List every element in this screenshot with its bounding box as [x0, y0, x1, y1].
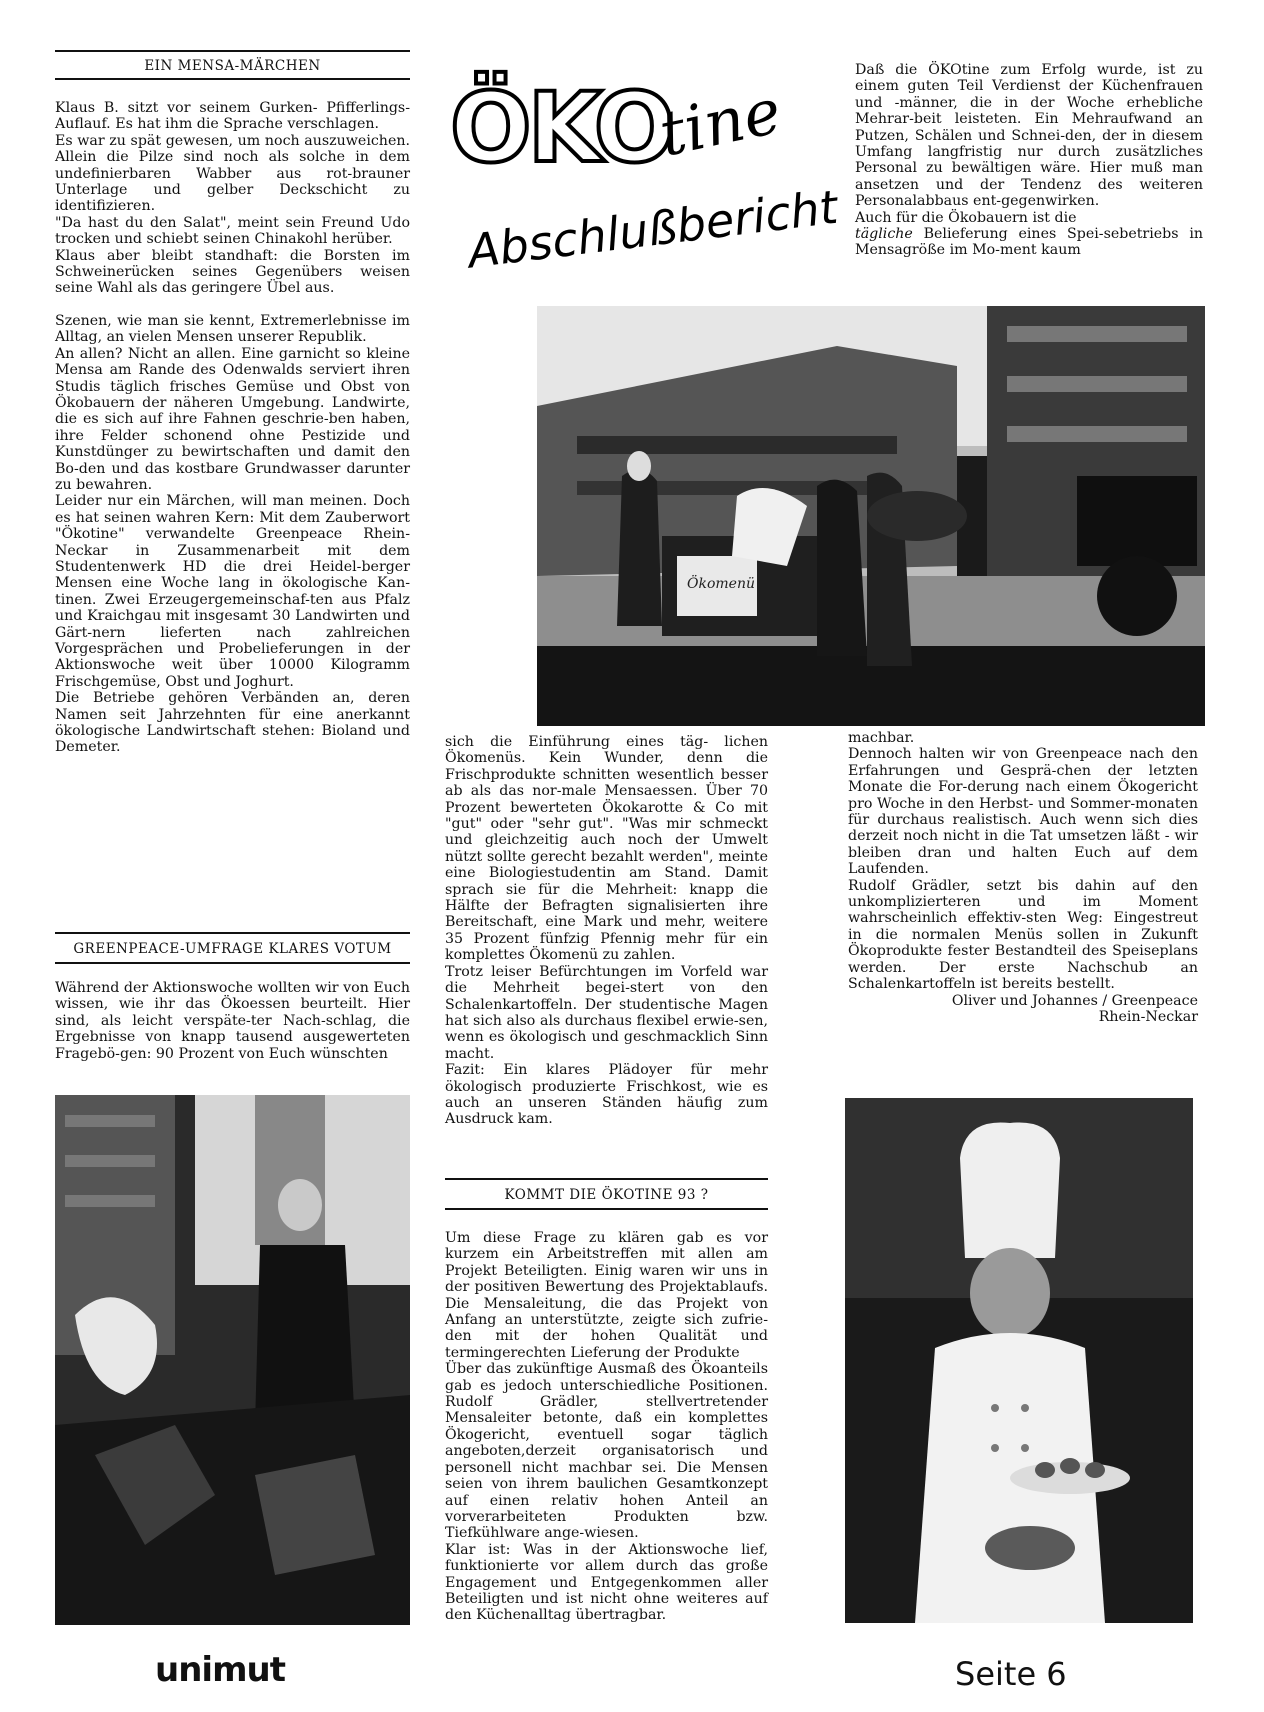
- handwritten-title-abschlussbericht: Abschlußbericht: [465, 179, 841, 279]
- signature-authors: Oliver und Johannes / Greenpeace: [951, 992, 1198, 1009]
- headline-oekotine-93: KOMMT DIE ÖKOTINE 93 ?: [504, 1187, 709, 1203]
- story-paragraph: Leider nur ein Märchen, will man meinen. Doch es hat seinen wahren Kern: Mit dem Zauberwort "Ökotine" verwandelte Greenpeace Rhein-Neckar in Zusammenarbeit mit dem Studentenwerk HD die drei Heidel-berger Mensen eine Woche lang in ökologische Kan-tinen. Zwei Erzeugergemeinschaf-ten aus Pfalz und Kraichgau mit insgesamt 30 Landwirten und Gärt-nern lieferten nach zahlreichen Vorgesprächen und Probelieferungen in der Aktionswoche weit über 10000 Kilogramm Frischgemüse, Obst und Joghurt.: [55, 493, 410, 690]
- story-paragraph: Fazit: Ein klares Plädoyer für mehr ökologisch produzierte Frischkost, wie es auch an unseren Ständen häufig zum Ausdruck kam.: [445, 1062, 768, 1128]
- story-paragraph: "Da hast du den Salat", meint sein Freund Udo trocken und schiebt seinen Chinakohl herüber.: [55, 214, 410, 248]
- headline-rule-bottom: [55, 78, 410, 80]
- market-sign-text: Ökomenü: [687, 576, 755, 592]
- story-paragraph: Klaus B. sitzt vor seinem Gurken- Pfifferlings-Auflauf. Es hat ihm die Sprache verschlagen.: [55, 100, 410, 133]
- story-paragraph: Um diese Frage zu klären gab es vor kurzem ein Arbeitstreffen mit allen am Projekt Beteiligten. Einig waren wir uns in der positiven Bewertung des Projektablaufs. Die Mensaleitung, die das Projekt von Anfang an unterstützte, zeigte sich zufrie-den mit der hohen Qualität und termingerechten Lieferung der Produkte: [445, 1230, 768, 1361]
- story-column-2b: [445, 1230, 768, 1624]
- story-paragraph: Über das zukünftige Ausmaß des Ökoanteils gab es jedoch unterschiedliche Positionen. Rudolf Grädler, stellvertretender Mensaleiter betonte, daß ein komplettes Ökogericht, eventuell sogar täglich angeboten,derzeit organisatorisch und personell nicht machbar sei. Die Mensen seien von ihrem baulichen Gesamtkonzept auf einen relativ hohen Anteil an vorverarbeiteten Produkten bzw. Tiefkühlware ange-wiesen.: [445, 1361, 768, 1542]
- oekotine-logo: [450, 66, 790, 186]
- photo-market-stand: [537, 306, 1205, 726]
- headline-rule-bottom: [55, 962, 410, 964]
- headline-rule-bottom: [445, 1208, 768, 1210]
- story-column-2: [445, 734, 768, 1128]
- story-paragraph: Trotz leiser Befürchtungen im Vorfeld war die Mehrheit begei-stert von den Schalenkartoffeln. Der studentische Magen hat sich also als durchaus flexibel erwie-sen, wenn es ökologisch und geschmacklich Sinn macht.: [445, 963, 768, 1062]
- story-column-3-mid: [848, 730, 1198, 1025]
- story-paragraph: Daß die ÖKOtine zum Erfolg wurde, ist zu einem guten Teil Verdienst der Küchenfrauen und -männer, die in der Woche erhebliche Mehrar-beit leisteten. Ein Mehraufwand an Putzen, Schälen und Schnei-den, der in diesem Umfang langfristig nur durch zusätzliches Personal zu bewältigen wäre. Hier muß man ansetzen und der Tendenz des weiteren Personalabbaus ent-gegenwirken.: [855, 62, 1203, 210]
- signature-region: Rhein-Neckar: [1098, 1008, 1198, 1025]
- story-paragraph: Es war zu spät gewesen, um noch auszuweichen. Allein die Pilze sind noch als solche in dem undefinierbaren Wabber aus rot-brauner Unterlage und gelber Deckschicht zu identifizieren.: [55, 132, 410, 215]
- headline-rule-top: [445, 1178, 768, 1180]
- logo-tine-script: tine: [653, 73, 788, 171]
- headline-rule-top: [55, 50, 410, 52]
- story-paragraph: Rudolf Grädler, setzt bis dahin auf den unkomplizierteren und im Moment wahrscheinlich effektiv-sten Weg: Eingestreut in die normalen Menüs sollen in Zukunft Ökoprodukte fester Bestandteil des Speiseplans werden. Der erste Nachschub an Schalenkartoffeln ist bereits bestellt.: [848, 877, 1198, 993]
- emphasis-word: tägliche: [855, 226, 913, 243]
- survey-text: [55, 980, 410, 1062]
- story-paragraph: Auch für die Ökobauern ist die: [855, 209, 1077, 226]
- story-fragment: Belieferung eines Spei-sebetriebs in Mensagröße im Mo-ment kaum: [855, 226, 1203, 259]
- story-paragraph: Dennoch halten wir von Greenpeace nach den Erfahrungen und Gesprä-chen der letzten Monate die For-derung nach einem Ökogericht pro Woche in den Herbst- und Sommer-monaten für durchaus realistisch. Auch wenn sich dies derzeit noch nicht in die Tat umsetzen läßt - wir bleiben dran und halten Euch auf dem Laufenden.: [848, 746, 1198, 878]
- photo-chef: [845, 1098, 1193, 1623]
- story-paragraph: Klar ist: Was in der Aktionswoche lief, funktionierte vor allem durch das große Engagement und Entgegenkommen aller Beteiligten und ist nicht ohne weiteres auf den Küchenalltag übertragbar.: [445, 1541, 768, 1624]
- story-paragraph: sich die Einführung eines täg- lichen Ökomenüs. Kein Wunder, denn die Frischprodukte schnitten wesentlich besser ab als das nor-male Mensaessen. Über 70 Prozent bewerteten Ökokarotte & Co mit "gut" oder "sehr gut". "Was mir schmeckt und gleichzeitig auch noch der Umwelt nützt sollte gerecht bezahlt werden", meinte eine Biologiestudentin am Stand. Damit sprach sie für die Mehrheit: knapp die Hälfte der Befragten signalisierten ihre Bereitschaft, eine Mark und mehr, weitere 35 Prozent fünfzig Pfennig mehr für ein komplettes Ökomenü zu zahlen.: [445, 734, 768, 964]
- headline-mensa-maerchen: EIN MENSA-MÄRCHEN: [144, 58, 321, 74]
- story-paragraph: Die Betriebe gehören Verbänden an, deren Namen seit Jahrzehnten für eine anerkannt ökologische Landwirtschaft stehen: Bioland und Demeter.: [55, 690, 410, 756]
- unimut-logo: unimut: [155, 1650, 285, 1690]
- headline-umfrage: GREENPEACE-UMFRAGE KLARES VOTUM: [73, 941, 392, 957]
- story-paragraph: machbar.: [848, 730, 915, 746]
- story-paragraph: Klaus aber bleibt standhaft: die Borsten im Schweinerücken seines Gegenübers weisen seine Wahl als das geringere Übel aus.: [55, 247, 410, 297]
- story-column-3-top: [855, 62, 1203, 259]
- story-paragraph: Szenen, wie man sie kennt, Extremerlebnisse im Alltag, an vielen Mensen unserer Republik.: [55, 312, 410, 346]
- survey-paragraph: Während der Aktionswoche wollten wir von Euch wissen, wie ihr das Ökoessen beurteilt. Hier sind, als leicht verspäte-ter Nach-schlag, die Ergebnisse von knapp tausend ausgewerteten Fragebö-gen: 90 Prozent von Euch wünschten: [55, 980, 410, 1062]
- story-paragraph: An allen? Nicht an allen. Eine garnicht so kleine Mensa am Rande des Odenwalds serviert ihren Studis täglich frisches Gemüse und Obst von Ökobauern der näheren Umgebung. Landwirte, die es sich auf ihre Fahnen geschrie-ben haben, ihre Felder schonend ohne Pestizide und Kunstdünger zu bewirtschaften und damit den Bo-den und das kostbare Grundwasser darunter zu bewahren.: [55, 345, 410, 493]
- photo-goose-stand: [55, 1095, 410, 1625]
- story-column-1: [55, 100, 410, 756]
- page-number: Seite 6: [955, 1655, 1067, 1693]
- headline-rule-top: [55, 932, 410, 934]
- logo-oko-text: ÖKO: [450, 72, 672, 184]
